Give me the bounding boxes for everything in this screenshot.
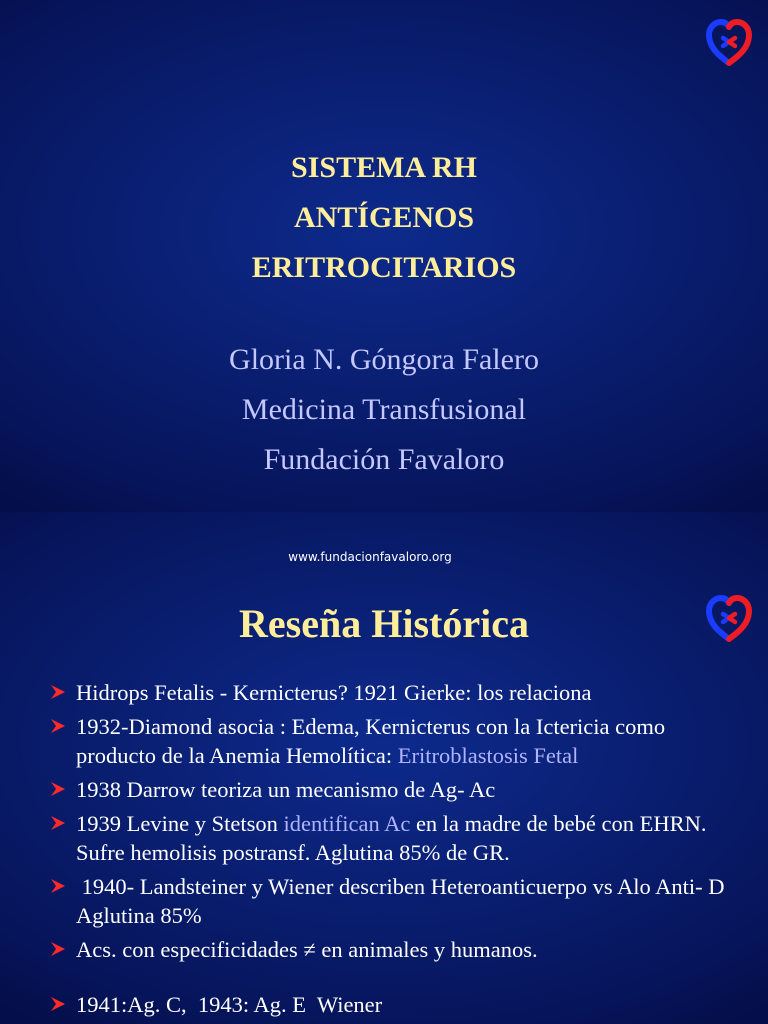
bullet-text-after: en la madre de bebé con EHRN. Sufre hemolisis postransf. Aglutina 85% de GR. xyxy=(76,811,707,865)
title-line-2: ANTÍGENOS xyxy=(293,201,475,234)
author-department: Medicina Transfusional xyxy=(241,393,527,426)
arrow-bullet-icon xyxy=(50,815,66,831)
favaloro-heart-logo-icon xyxy=(706,18,752,66)
list-item xyxy=(46,809,746,867)
website-url[interactable]: www.fundacionfavaloro.org xyxy=(288,550,452,564)
author-name: Gloria N. Góngora Falero xyxy=(229,343,539,376)
bullet-highlight: identifican Ac xyxy=(283,811,411,836)
title-line-1: SISTEMA RH xyxy=(291,151,477,184)
arrow-bullet-icon xyxy=(50,941,66,957)
bullet-text: 1940- Landsteiner y Wiener describen Heteroanticuerpo vs Alo Anti- D Aglutina 85% xyxy=(76,874,729,928)
bullet-highlight: Eritroblastosis Fetal xyxy=(397,743,579,768)
list-item xyxy=(46,935,746,964)
bullet-text: 1939 Levine y Stetson xyxy=(76,811,284,836)
list-item xyxy=(46,678,746,707)
history-slide xyxy=(0,512,768,1024)
bullet-text: Acs. con especificidades ≠ en animales y humanos. xyxy=(76,937,538,962)
author-info xyxy=(0,335,768,485)
arrow-bullet-icon xyxy=(50,781,66,797)
title-line-3: ERITROCITARIOS xyxy=(251,251,517,284)
arrow-bullet-icon xyxy=(50,996,66,1012)
slide-heading: Reseña Histórica xyxy=(239,601,529,646)
list-item xyxy=(46,775,746,804)
bullet-text: 1932-Diamond asocia : Edema, Kernicterus con la Ictericia como producto de la Anemia Hemolítica: xyxy=(76,714,666,768)
author-institution: Fundación Favaloro xyxy=(263,443,505,476)
slide-title xyxy=(0,143,768,293)
list-item xyxy=(46,872,746,930)
history-bullet-list xyxy=(46,678,746,1024)
bullet-text: Hidrops Fetalis - Kernicterus? 1921 Gierke: los relaciona xyxy=(76,680,592,705)
arrow-bullet-icon xyxy=(50,878,66,894)
favaloro-heart-logo-icon xyxy=(706,594,752,642)
list-item xyxy=(46,990,746,1019)
bullet-text: 1938 Darrow teoriza un mecanismo de Ag- Ac xyxy=(76,777,496,802)
list-item xyxy=(46,712,746,770)
bullet-text: 1941:Ag. C, 1943: Ag. E Wiener xyxy=(76,992,383,1017)
arrow-bullet-icon xyxy=(50,684,66,700)
arrow-bullet-icon xyxy=(50,718,66,734)
